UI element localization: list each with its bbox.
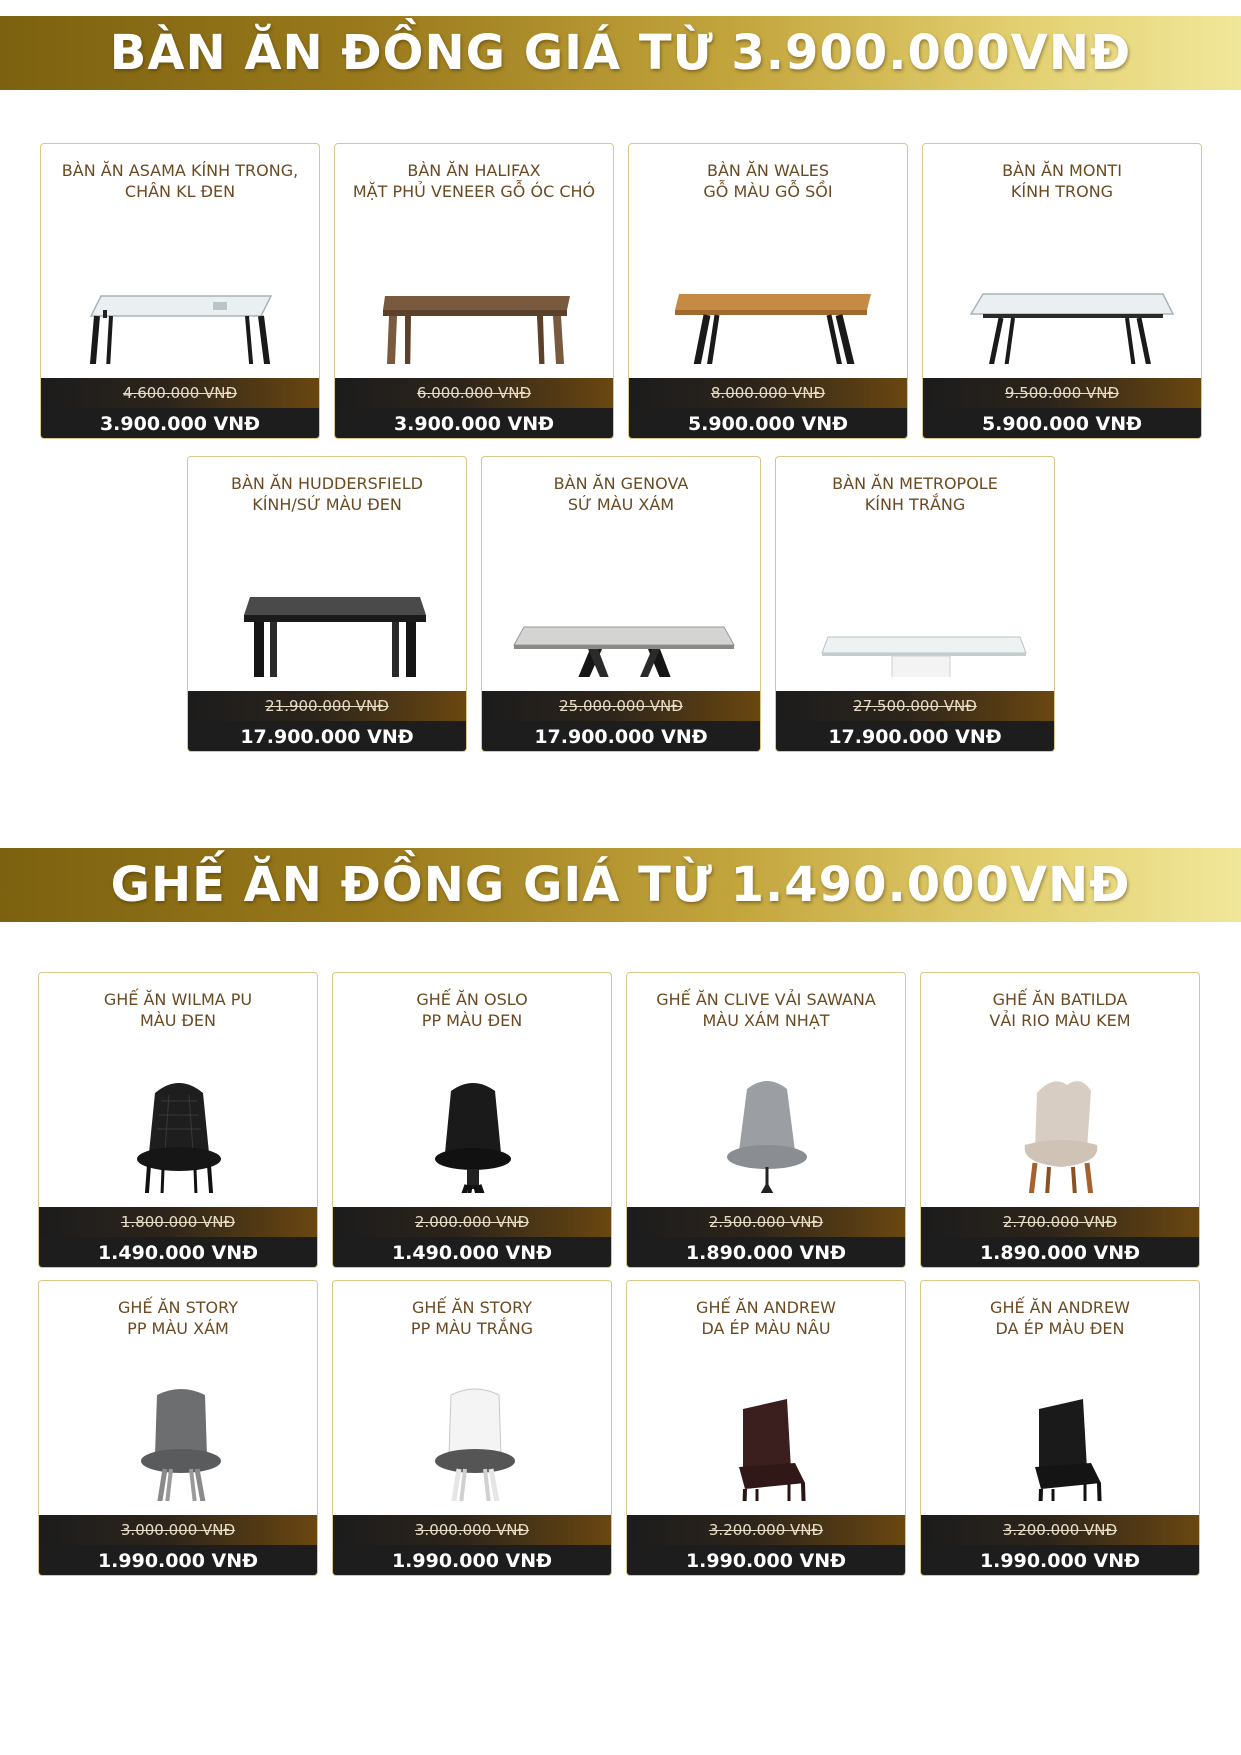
- old-price: 1.800.000 VNĐ: [39, 1207, 317, 1237]
- product-card-story-grey[interactable]: [38, 1280, 318, 1576]
- grey-pp-chair-image: [59, 1343, 299, 1501]
- oak-table-image: [649, 206, 889, 364]
- black-quilted-chair-image: [59, 1035, 299, 1193]
- old-price: 6.000.000 VNĐ: [335, 378, 613, 408]
- chairs-heading: GHẾ ĂN ĐỒNG GIÁ TỪ 1.490.000VNĐ: [110, 857, 1131, 913]
- old-price: 3.000.000 VNĐ: [333, 1515, 611, 1545]
- product-title: BÀN ĂN GENOVA SỨ MÀU XÁM: [553, 474, 689, 514]
- product-title: GHẾ ĂN STORY PP MÀU XÁM: [117, 1298, 238, 1338]
- old-price: 3.000.000 VNĐ: [39, 1515, 317, 1545]
- sale-price: 1.490.000 VNĐ: [333, 1237, 611, 1268]
- product-card-andrew-black[interactable]: [920, 1280, 1200, 1576]
- product-title: BÀN ĂN HALIFAX MẶT PHỦ VENEER GỖ ÓC CHÓ: [352, 161, 596, 201]
- product-title: GHẾ ĂN STORY PP MÀU TRẮNG: [410, 1298, 534, 1338]
- product-card-andrew-brown[interactable]: [626, 1280, 906, 1576]
- sale-price: 1.990.000 VNĐ: [921, 1545, 1199, 1576]
- grey-ceramic-table-image: [502, 519, 742, 677]
- old-price: 2.700.000 VNĐ: [921, 1207, 1199, 1237]
- product-card-huddersfield[interactable]: [187, 456, 467, 752]
- old-price: 27.500.000 VNĐ: [776, 691, 1054, 721]
- white-pp-chair-image: [353, 1343, 593, 1501]
- product-card-wilma[interactable]: [38, 972, 318, 1268]
- product-title: GHẾ ĂN ANDREW DA ÉP MÀU ĐEN: [990, 1298, 1130, 1338]
- product-card-monti[interactable]: [922, 143, 1202, 439]
- light-grey-fabric-chair-image: [647, 1035, 887, 1193]
- sale-price: 17.900.000 VNĐ: [188, 721, 466, 752]
- sale-price: 5.900.000 VNĐ: [923, 408, 1201, 439]
- product-card-batilda[interactable]: [920, 972, 1200, 1268]
- glass-table-black-legs-image: [61, 206, 301, 364]
- sale-price: 1.890.000 VNĐ: [921, 1237, 1199, 1268]
- product-title: GHẾ ĂN CLIVE VẢI SAWANA MÀU XÁM NHẠT: [656, 990, 876, 1030]
- black-leather-chair-image: [941, 1343, 1181, 1501]
- walnut-table-image: [355, 206, 595, 364]
- old-price: 2.000.000 VNĐ: [333, 1207, 611, 1237]
- product-title: GHẾ ĂN ANDREW DA ÉP MÀU NÂU: [696, 1298, 836, 1338]
- black-extendable-table-image: [208, 519, 448, 677]
- sale-price: 5.900.000 VNĐ: [629, 408, 907, 439]
- sale-price: 1.990.000 VNĐ: [39, 1545, 317, 1576]
- product-card-story-white[interactable]: [332, 1280, 612, 1576]
- product-card-asama[interactable]: [40, 143, 320, 439]
- sale-price: 3.900.000 VNĐ: [41, 408, 319, 439]
- product-title: GHẾ ĂN OSLO PP MÀU ĐEN: [416, 990, 528, 1030]
- product-title: BÀN ĂN WALES GỖ MÀU GỖ SỒI: [703, 161, 833, 201]
- product-title: BÀN ĂN ASAMA KÍNH TRONG, CHÂN KL ĐEN: [61, 161, 299, 201]
- cream-fabric-chair-image: [941, 1035, 1181, 1193]
- sale-price: 1.890.000 VNĐ: [627, 1237, 905, 1268]
- old-price: 21.900.000 VNĐ: [188, 691, 466, 721]
- sale-price: 3.900.000 VNĐ: [335, 408, 613, 439]
- sale-price: 1.490.000 VNĐ: [39, 1237, 317, 1268]
- product-title: GHẾ ĂN WILMA PU MÀU ĐEN: [103, 990, 253, 1030]
- product-card-oslo[interactable]: [332, 972, 612, 1268]
- glass-table-image: [943, 206, 1183, 364]
- product-card-genova[interactable]: [481, 456, 761, 752]
- chairs-banner: [0, 848, 1241, 922]
- old-price: 9.500.000 VNĐ: [923, 378, 1201, 408]
- product-card-metropole[interactable]: [775, 456, 1055, 752]
- tables-heading: BÀN ĂN ĐỒNG GIÁ TỪ 3.900.000VNĐ: [109, 25, 1132, 81]
- sale-price: 17.900.000 VNĐ: [776, 721, 1054, 752]
- old-price: 2.500.000 VNĐ: [627, 1207, 905, 1237]
- product-title: BÀN ĂN HUDDERSFIELD KÍNH/SỨ MÀU ĐEN: [230, 474, 423, 514]
- product-title: BÀN ĂN MONTI KÍNH TRONG: [1002, 161, 1122, 201]
- sale-price: 17.900.000 VNĐ: [482, 721, 760, 752]
- old-price: 25.000.000 VNĐ: [482, 691, 760, 721]
- product-card-halifax[interactable]: [334, 143, 614, 439]
- white-glass-pedestal-table-image: [796, 519, 1036, 677]
- sale-price: 1.990.000 VNĐ: [333, 1545, 611, 1576]
- tables-banner: [0, 16, 1241, 90]
- old-price: 3.200.000 VNĐ: [627, 1515, 905, 1545]
- product-title: GHẾ ĂN BATILDA VẢI RIO MÀU KEM: [989, 990, 1131, 1030]
- product-title: BÀN ĂN METROPOLE KÍNH TRẮNG: [832, 474, 998, 514]
- sale-price: 1.990.000 VNĐ: [627, 1545, 905, 1576]
- old-price: 8.000.000 VNĐ: [629, 378, 907, 408]
- old-price: 3.200.000 VNĐ: [921, 1515, 1199, 1545]
- product-card-wales[interactable]: [628, 143, 908, 439]
- old-price: 4.600.000 VNĐ: [41, 378, 319, 408]
- product-card-clive[interactable]: [626, 972, 906, 1268]
- brown-leather-chair-image: [647, 1343, 887, 1501]
- black-pp-swivel-chair-image: [353, 1035, 593, 1193]
